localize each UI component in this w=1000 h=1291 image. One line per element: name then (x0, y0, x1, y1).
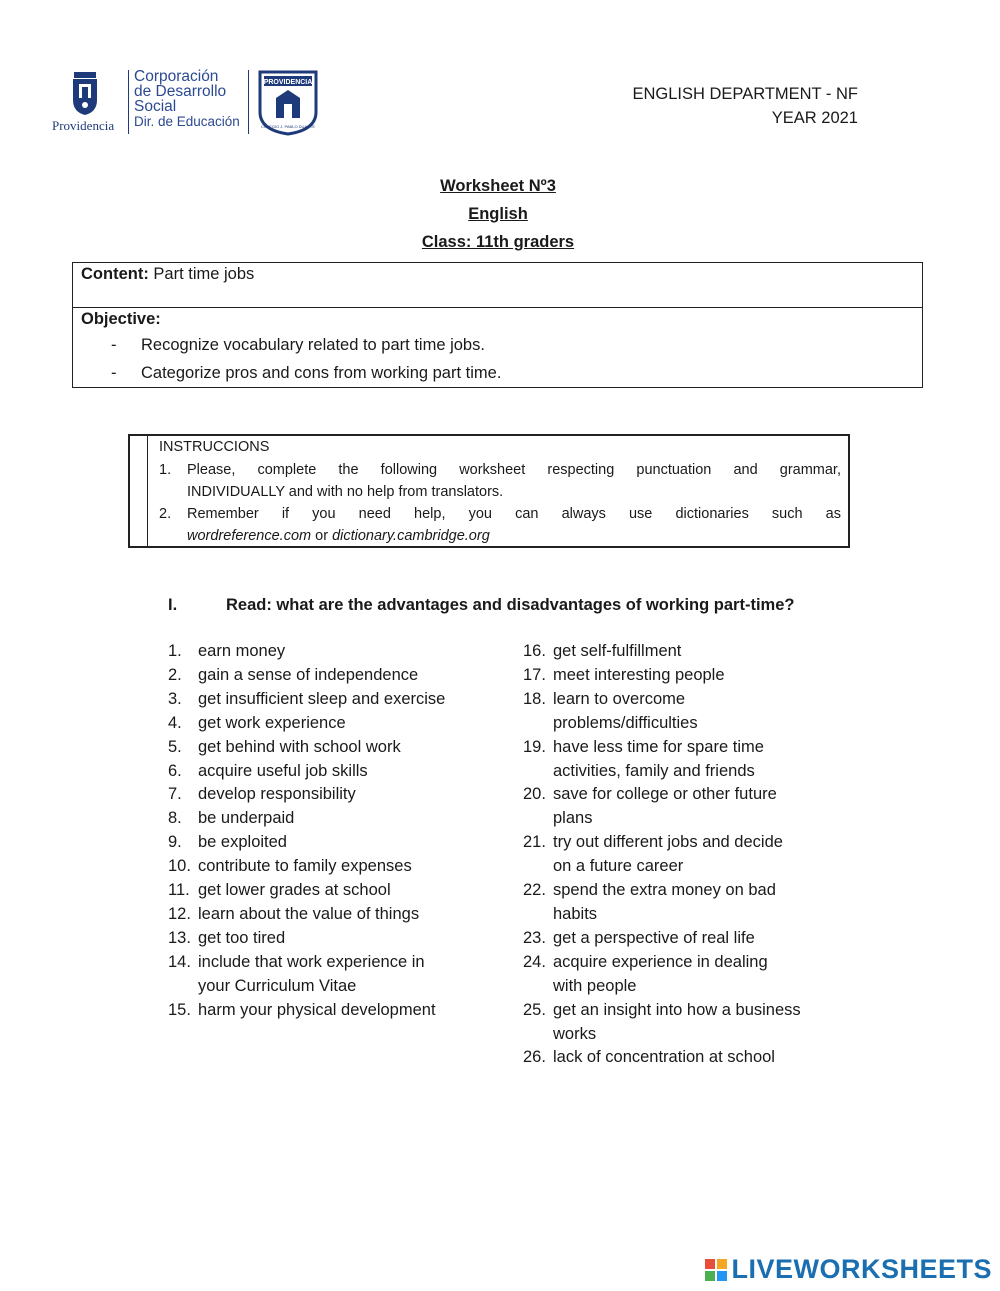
list-item (523, 831, 833, 879)
list-item-number: 21. (523, 833, 546, 852)
list-item-text: learn about the value of things (198, 904, 420, 923)
list-item-text: with people (553, 976, 637, 995)
list-item (168, 760, 488, 784)
providencia-logo-text: Providencia (52, 118, 115, 133)
section-number: I. (168, 596, 178, 614)
list-item-text: get too tired (198, 928, 286, 947)
list-item (168, 783, 488, 807)
vocabulary-list-right (523, 640, 833, 1070)
list-item-text: plans (553, 809, 593, 828)
list-item-text: contribute to family expenses (198, 857, 412, 876)
list-item-number: 22. (523, 881, 546, 900)
list-item-text: try out different jobs and decide (553, 833, 783, 852)
list-item (168, 999, 488, 1023)
brand-wordmark: LIVEWORKSHEETS (731, 1254, 992, 1284)
list-item-number: 23. (523, 928, 546, 947)
worksheet-number: Worksheet Nº3 (440, 177, 556, 195)
list-item-text: get behind with school work (198, 737, 401, 756)
list-item-number: 24. (523, 952, 546, 971)
brand-block (705, 1259, 715, 1269)
list-item-text: problems/difficulties (553, 713, 698, 732)
logo-divider (248, 70, 249, 134)
school-year: YEAR 2021 (771, 109, 858, 127)
list-item (523, 999, 833, 1047)
list-item-text: get a perspective of real life (553, 928, 755, 947)
list-item-text: save for college or other future (553, 785, 777, 804)
list-item (168, 640, 488, 664)
list-item-text: on a future career (553, 857, 684, 876)
list-item (523, 1046, 833, 1070)
list-item-number: 13. (168, 928, 191, 947)
list-item-number: 26. (523, 1048, 546, 1067)
list-item-number: 5. (168, 737, 182, 756)
svg-text:COLEGIO J. PABLO DUARTE: COLEGIO J. PABLO DUARTE (260, 124, 316, 129)
class-title: Class: 11th graders (421, 233, 575, 251)
logo-divider (128, 70, 129, 134)
list-item (168, 831, 488, 855)
list-item-number: 25. (523, 1000, 546, 1019)
list-item-text: be underpaid (198, 809, 295, 828)
list-item-number: 11. (168, 881, 190, 900)
section-title: Read: what are the advantages and disadvantages of working part-time? (226, 596, 795, 614)
list-item-text: be exploited (198, 833, 287, 852)
vocabulary-list-left (168, 640, 488, 1023)
list-item-number: 3. (168, 689, 182, 708)
list-item-number: 20. (523, 785, 546, 804)
list-item-text: learn to overcome (553, 689, 686, 708)
list-item-number: 17. (523, 665, 546, 684)
content-label: Content: (81, 265, 149, 283)
list-item-text: lack of concentration at school (553, 1048, 775, 1067)
list-item (523, 879, 833, 927)
list-item-text: activities, family and friends (553, 761, 755, 780)
list-item-text: acquire useful job skills (198, 761, 368, 780)
list-item-text: gain a sense of independence (198, 665, 419, 684)
list-item-text: meet interesting people (553, 665, 725, 684)
list-item (168, 664, 488, 688)
subject-title: English (468, 205, 528, 223)
list-item (168, 879, 488, 903)
corporacion-logo-text: Corporación de Desarrollo Social Dir. de Educación (134, 68, 240, 129)
list-item-number: 4. (168, 713, 182, 732)
instruction-item: 2. Remember if you need help, you can always use dictionaries such as wordreference.com or dictionary.cambridge.org (159, 506, 841, 544)
content-value: Part time jobs (148, 265, 255, 283)
list-item-number: 8. (168, 809, 182, 828)
objective-label: Objective: (81, 310, 161, 328)
list-item-number: 16. (523, 642, 546, 660)
list-item-number: 7. (168, 785, 182, 804)
list-item (168, 855, 488, 879)
department-info (632, 82, 858, 130)
list-item-number: 18. (523, 689, 546, 708)
section-heading (168, 596, 794, 615)
list-item-text: harm your physical development (198, 1000, 436, 1019)
brand-block (705, 1271, 715, 1281)
list-item-text: get insufficient sleep and exercise (198, 689, 446, 708)
list-item-text: develop responsibility (198, 785, 356, 804)
content-row (73, 263, 922, 308)
instructions-box (128, 434, 850, 548)
list-item-number: 6. (168, 761, 182, 780)
header-logos (52, 68, 324, 140)
list-item (168, 688, 488, 712)
list-item (168, 712, 488, 736)
brand-blocks-icon (705, 1259, 727, 1281)
list-item-text: habits (553, 904, 598, 923)
liveworksheets-brand (705, 1254, 992, 1285)
list-item (523, 951, 833, 999)
list-item-text: have less time for spare time (553, 737, 764, 756)
list-item-number: 9. (168, 833, 182, 852)
worksheet-titles (0, 172, 996, 256)
list-item (168, 807, 488, 831)
cambridge-link: dictionary.cambridge.org (332, 528, 490, 544)
department-name: ENGLISH DEPARTMENT - NF (632, 85, 858, 103)
list-item-text: works (553, 1024, 597, 1043)
list-item-text: earn money (198, 642, 286, 660)
list-item-number: 10. (168, 857, 191, 876)
list-item (523, 664, 833, 688)
list-item-text: spend the extra money on bad (553, 881, 776, 900)
list-item-number: 19. (523, 737, 546, 756)
instructions-margin-line (147, 436, 148, 546)
list-item-number: 2. (168, 665, 182, 684)
list-item (523, 736, 833, 784)
providencia-coat-of-arms-icon (70, 70, 100, 116)
list-item-number: 14. (168, 952, 191, 971)
list-item-text: your Curriculum Vitae (198, 976, 357, 995)
list-item (168, 927, 488, 951)
list-item (168, 903, 488, 927)
list-item-number: 12. (168, 904, 191, 923)
objective-item: - Categorize pros and cons from working part time. (111, 364, 502, 382)
list-item-text: get self-fulfillment (553, 642, 682, 660)
objective-item: - Recognize vocabulary related to part time jobs. (111, 336, 485, 354)
list-item (168, 951, 488, 999)
brand-block (717, 1259, 727, 1269)
list-item-text: acquire experience in dealing (553, 952, 768, 971)
brand-block (717, 1271, 727, 1281)
list-item (168, 736, 488, 760)
list-item-text: get lower grades at school (198, 881, 391, 900)
list-item-text: get work experience (198, 713, 346, 732)
list-item (523, 688, 833, 736)
instruction-item: 1. Please, complete the following worksheet respecting punctuation and grammar, INDIVIDUALLY and with no help from translators. (159, 462, 841, 500)
school-seal-icon (256, 68, 320, 136)
list-item-text: get an insight into how a business (553, 1000, 801, 1019)
instructions-title: INSTRUCCIONS (159, 439, 270, 455)
wordreference-link: wordreference.com (187, 528, 312, 544)
content-objective-table (72, 262, 923, 388)
list-item-number: 15. (168, 1000, 191, 1019)
list-item-number: 1. (168, 642, 182, 660)
svg-text:PROVIDENCIA: PROVIDENCIA (263, 79, 313, 86)
list-item (523, 783, 833, 831)
list-item-text: include that work experience in (198, 952, 425, 971)
list-item (523, 640, 833, 664)
list-item (523, 927, 833, 951)
